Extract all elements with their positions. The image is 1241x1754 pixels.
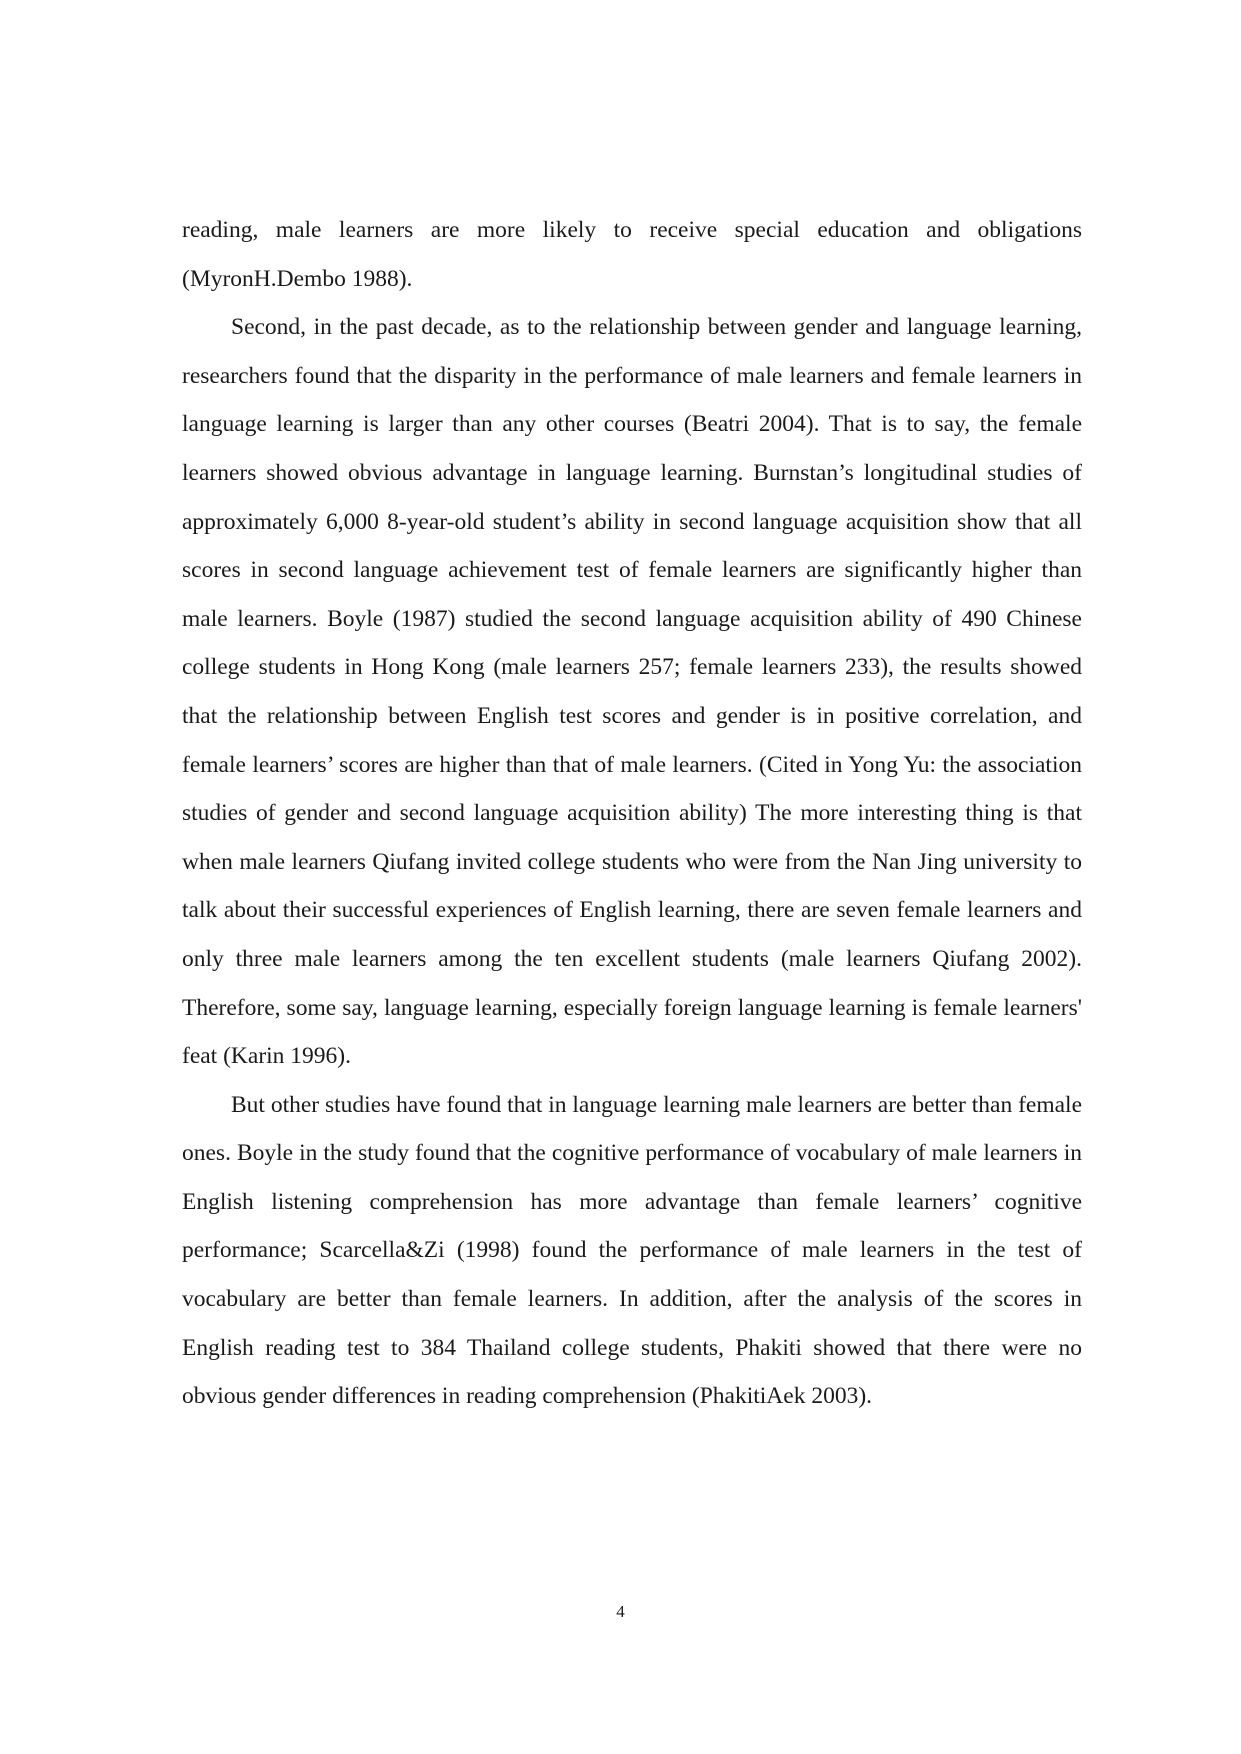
paragraph-continuation: reading, male learners are more likely to receive special education and obligations (MyronH.Dembo 1988). [182, 217, 1082, 292]
paragraph-second: Second, in the past decade, as to the relationship between gender and language learning, researchers found that the disparity in the performance of male learners and female learners in language learning is larger than any other courses (Beatri 2004). That is to say, the female learners showed obvious advantage in language learning. Burnstan’s longitudinal studies of approximately 6,000 8-year-old student’s ability in second language acquisition show that all scores in second language achievement test of female learners are significantly higher than male learners. Boyle (1987) studied the second language acquisition ability of 490 Chinese college students in Hong Kong (male learners 257; female learners 233), the results showed that the relationship between English test scores and gender is in positive correlation, and female learners’ scores are higher than that of male learners. (Cited in Yong Yu: the association studies of gender and second language acquisition ability) The more interesting thing is that when male learners Qiufang invited college students who were from the Nan Jing university to talk about their successful experiences of English learning, there are seven female learners and only three male learners among the ten excellent students (male learners Qiufang 2002). Therefore, some say, language learning, especially foreign language learning is female learners' feat (Karin 1996). [182, 314, 1082, 1070]
body-text [182, 206, 1082, 1421]
paragraph-other-studies: But other studies have found that in language learning male learners are better than female ones. Boyle in the study found that the cognitive performance of vocabulary of male learners in English listening comprehension has more advantage than female learners’ cognitive performance; Scarcella&Zi (1998) found the performance of male learners in the test of vocabulary are better than female learners. In addition, after the analysis of the scores in English reading test to 384 Thailand college students, Phakiti showed that there were no obvious gender differences in reading comprehension (PhakitiAek 2003). [182, 1091, 1082, 1410]
page-number: 4 [616, 1602, 625, 1621]
